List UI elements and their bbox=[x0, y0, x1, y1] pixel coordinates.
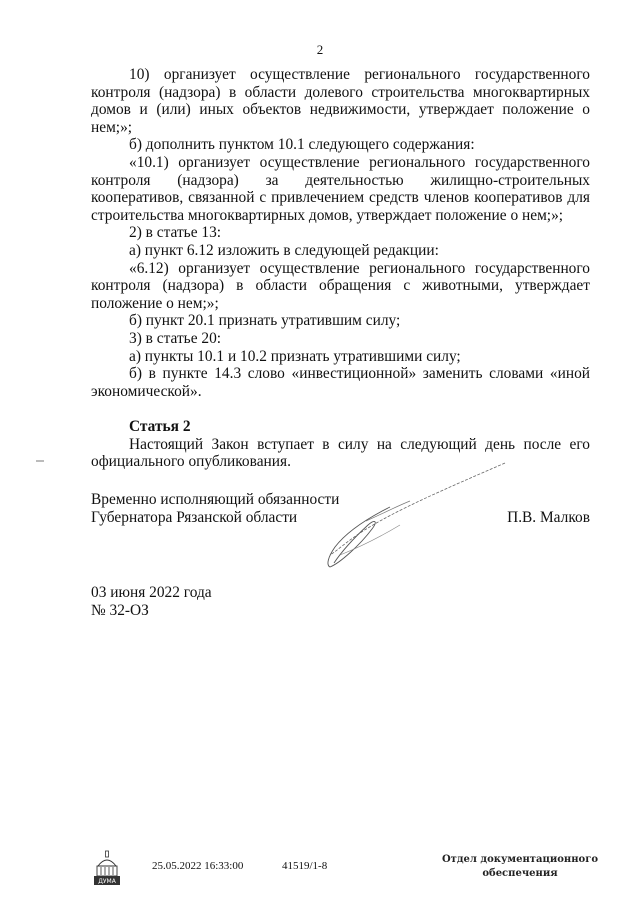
paragraph-3: «10.1) организует осуществление регионального государственного контроля (надзора) за деятельностью жилищно-строительных кооперативов, связанной с привлечением средств членов кооперативов для строительства многоквартирных домов, утверждает положение о нем;»; bbox=[91, 153, 590, 224]
article-title: Статья 2 bbox=[129, 418, 191, 436]
paragraph-9: а) пункты 10.1 и 10.2 признать утратившими силу; bbox=[129, 347, 461, 365]
department-line-2: обеспечения bbox=[482, 868, 558, 879]
law-number: № 32-ОЗ bbox=[91, 602, 149, 619]
department-stamp bbox=[440, 853, 600, 881]
law-date: 03 июня 2022 года bbox=[91, 584, 212, 601]
duma-building-icon bbox=[92, 850, 122, 888]
date-block bbox=[91, 584, 212, 620]
footer bbox=[0, 848, 640, 898]
paragraph-5: а) пункт 6.12 изложить в следующей редакции: bbox=[129, 241, 439, 259]
paragraph-1: 10) организует осуществление регионального государственного контроля (надзора) в области долевого строительства многоквартирных домов и (или) иных объектов недвижимости, утверждает положение о нем;»; bbox=[91, 66, 590, 136]
footer-document-code: 41519/1-8 bbox=[282, 860, 328, 872]
paragraph-6: «6.12) организует осуществление регионального государственного контроля (надзора) в области обращения с животными, утверждает положение о нем;»; bbox=[91, 259, 590, 312]
page-number: 2 bbox=[316, 42, 324, 57]
signatory-name: П.В. Малков bbox=[507, 509, 590, 526]
emblem-text: ДУМА bbox=[98, 878, 116, 885]
paragraph-4: 2) в статье 13: bbox=[129, 224, 222, 242]
scan-mark bbox=[36, 460, 44, 462]
paragraph-10: б) в пункте 14.3 слово «инвестиционной» заменить словами «иной экономической». bbox=[91, 365, 590, 400]
article-text: Настоящий Закон вступает в силу на следующий день после его официального опубликования. bbox=[91, 435, 590, 471]
position-line-1: Временно исполняющий обязанности bbox=[91, 491, 340, 508]
department-line-1: Отдел документационного bbox=[441, 854, 599, 865]
document-body bbox=[91, 66, 590, 471]
paragraph-7: б) пункт 20.1 признать утратившим силу; bbox=[129, 312, 401, 330]
signature-block bbox=[91, 491, 590, 527]
paragraph-2: б) дополнить пунктом 10.1 следующего содержания: bbox=[129, 136, 475, 154]
paragraph-8: 3) в статье 20: bbox=[129, 329, 222, 347]
footer-datetime: 25.05.2022 16:33:00 bbox=[152, 860, 244, 872]
position-line-2: Губернатора Рязанской области bbox=[91, 509, 298, 526]
